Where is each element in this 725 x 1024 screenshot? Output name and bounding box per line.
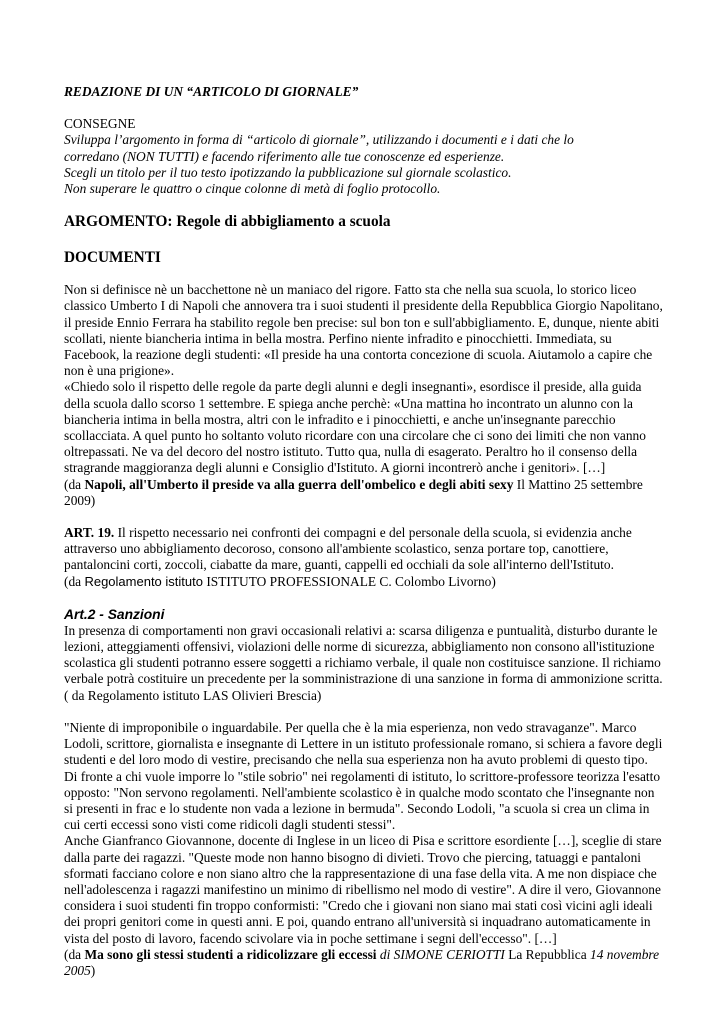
sanzioni-heading: Art.2 - Sanzioni [64,606,165,622]
doc-line: Lodoli, scrittore, giornalista e insegnante di Lettere in un istituto professionale romano, si schiera a favore degli [64,736,663,752]
doc-source [64,947,675,963]
source-year: 2005 [64,962,91,978]
document-title: REDAZIONE DI UN “ARTICOLO DI GIORNALE” [64,84,359,99]
doc-line: lezioni, atteggiamenti offensivi, violazioni delle norme di sicurezza, abbigliamento non consono all'istituzione [64,639,655,655]
documenti-heading: DOCUMENTI [64,249,161,267]
doc-line: stragrande maggioranza degli alunni e Consiglio d'Istituto. A giorni incontrerò anche i genitori». […] [64,460,606,476]
source-author: di SIMONE CERIOTTI [376,946,505,962]
document-1 [64,282,675,509]
doc-line: In presenza di comportamenti non gravi occasionali relativi a: scarsa diligenza e puntualità, disturbo durante le [64,622,658,638]
doc-line: opposto: "Non servono regolamenti. Nell'ambiente scolastico è in qualche modo scontato che l'insegnante non [64,784,655,800]
doc-line: oltrepassati. Ne va del decoro del nostro istituto. Tutto qua, nulla di esagerato. Peraltro ho il consenso della [64,444,638,460]
doc-source [64,574,675,590]
consegne-section [64,116,675,197]
doc-line: sformati facciano colore e non siano altro che la rappresentazione di una fase della vita. A me non dispiace che [64,865,657,881]
article-text: Il rispetto necessario nei confronti dei compagni e del personale della scuola, si evidenzia anche [114,525,632,541]
doc-line: dalla parte dei ragazzi. "Queste mode non hanno bisogno di divieti. Trovo che piercing, tatuaggi e pantaloni [64,849,642,865]
source-prefix: (da [64,476,85,492]
source-date: 14 novembre [590,946,660,962]
doc-line: non è una prigione». [64,363,175,379]
consegne-line: Scegli un titolo per il tuo testo ipotizzando la pubblicazione sul giornale scolastico. [64,164,512,180]
source-title: Ma sono gli stessi studenti a ridicolizzare gli eccessi [84,946,377,962]
doc-line: pantaloncini corti, zoccoli, ciabatte da mare, guanti, cappelli ed occhiali da sole all'interno dell'Istituto. [64,557,614,573]
document-4 [64,720,675,979]
source-prefix: (da [64,946,85,962]
source-close: ) [90,962,96,978]
source-publisher: ISTITUTO PROFESSIONALE C. Colombo Livorno) [202,573,496,589]
doc-line: verbale potrà costituire un precedente per la somministrazione di una sanzione in forma di ammonizione scritta. [64,671,663,687]
doc-line: Non si definisce nè un bacchettone nè un maniaco del rigore. Fatto sta che nella sua scuola, lo storico liceo [64,282,637,298]
doc-line: scollati, niente biancheria intima in bella mostra. Perfino niente infradito e pinocchietti. Immediata, su [64,330,612,346]
doc-line: Facebook, la reazione degli studenti: «Il preside ha una contorta concezione di scuola. Aiutamolo a capire che [64,347,653,363]
doc-line: scollacciata. A quel punto ho soltanto voluto ricordare con una circolare che ci sono dei limiti che non vanno [64,428,646,444]
doc-line: nell'adolescenza i ragazzi manifestino un minimo di ribellismo nel modo di vestire". A dire il vero, Giovannone [64,881,661,897]
doc-line: attraverso uno abbigliamento decoroso, consono all'ambiente scolastico, senza portare top, canottiere, [64,541,609,557]
doc-source [64,477,675,493]
source-publisher: La Repubblica [504,946,591,962]
source-title: Regolamento istituto [84,573,203,589]
doc-line: dei propri genitori come in questi anni. E poi, quando entrano all'università si inquadrano automaticamente in [64,914,651,930]
doc-source-line2 [64,963,675,979]
consegne-line: corredano (NON TUTTI) e facendo riferimento alle tue conoscenze ed esperienze. [64,148,505,164]
doc-line: "Niente di improponibile o inguardabile. Per quella che è la mia esperienza, non vedo stravaganze". Marco [64,719,637,735]
doc-line [64,525,675,541]
doc-line: considera i suoi studenti fin troppo conformisti: "Credo che i giovani non siano mai stati così vicini agli ideali [64,898,653,914]
source-prefix: (da [64,573,85,589]
consegne-line: Sviluppa l’argomento in forma di “articolo di giornale”, utilizzando i documenti e i dati che lo [64,132,574,148]
consegne-line: Non superare le quattro o cinque colonne di metà di foglio protocollo. [64,181,441,197]
doc-line: «Chiedo solo il rispetto delle regole da parte degli alunni e degli insegnanti», esordisce il preside, alla guida [64,379,642,395]
argomento-heading: ARGOMENTO: Regole di abbigliamento a scuola [64,213,391,231]
doc-line: Di fronte a chi vuole imporre lo "stile sobrio" nei regolamenti di istituto, lo scrittore-professore teorizza l'esatto [64,768,661,784]
doc-line: studenti e del loro modo di vestire, precisando che nella sua esperienza non ha avuto problemi di questo tipo. [64,752,648,768]
doc-line: classico Umberto I di Napoli che annovera tra i suoi studenti il presidente della Repubblica Giorgio Napolitano, [64,298,663,314]
doc-line: si presenti in frac e lo studente non vada a lezione in bermuda". Secondo Lodoli, "a scuola si crea un clima in [64,800,650,816]
doc-line: scolastica gli studenti potranno essere soggetti a richiamo verbale, il quale non costituisce sanzione. Il richiamo [64,655,661,671]
source-publisher: Il Mattino 25 settembre [513,476,643,492]
document-2 [64,525,675,590]
doc-source: ( da Regolamento istituto LAS Olivieri Brescia) [64,687,322,703]
source-title: Napoli, all'Umberto il preside va alla guerra dell'ombelico e degli abiti sexy [84,476,514,492]
doc-line: il preside Ennio Ferrara ha stabilito regole ben precise: sul bon ton e sull'abbigliamento. E, dunque, niente abiti [64,314,660,330]
document-3 [64,606,675,704]
doc-source-line2: 2009) [64,492,96,508]
doc-line: biancheria intima in bella mostra, altri con le infradito e i pinocchietti, e anche un'insegnante parecchio [64,411,616,427]
article-label: ART. 19. [64,525,115,541]
consegne-heading: CONSEGNE [64,116,136,132]
doc-line: Anche Gianfranco Giovannone, docente di Inglese in un liceo di Pisa e scrittore esordiente […], sceglie di stare [64,833,662,849]
doc-line: della scuola dallo scorso 1 settembre. E spiega anche perchè: «Una mattina ho incontrato un alunno con la [64,395,633,411]
doc-line: vista del posto di lavoro, facendo scivolare via in poche settimane i segni dell'eccesso". […] [64,930,557,946]
doc-line: cui certi eccessi sono visti come ridicoli dagli studenti stessi". [64,817,396,833]
